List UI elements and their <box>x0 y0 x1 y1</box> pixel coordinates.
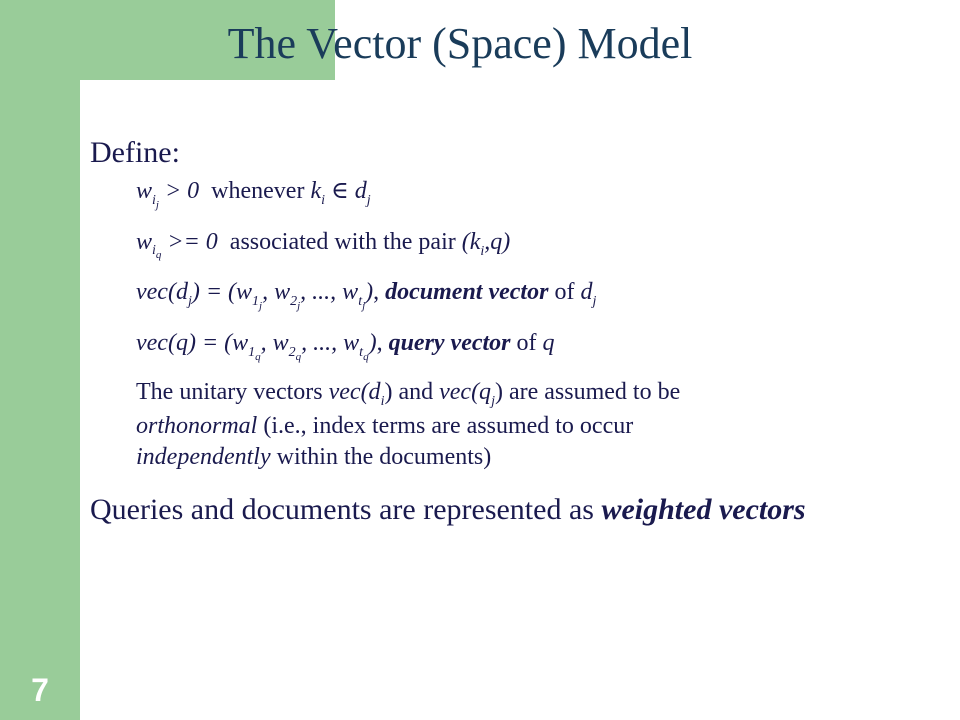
slide-number: 7 <box>31 672 49 708</box>
rounded-corner <box>80 80 130 130</box>
definition-weight-query: $w_{i_q} >= 0$ associated with the pair $(k_i,q)$ <box>136 228 511 262</box>
weighted-vectors-emphasis: weighted vectors <box>601 493 806 527</box>
conclusion-line: Queries and documents are represented as weighted vectors <box>90 493 806 527</box>
slide-body <box>90 136 950 527</box>
slide-title: The Vector (Space) Model <box>227 19 693 68</box>
definition-weight-positive: $w_{i_j} > 0$ whenever $k_i$ ∈ $d_j$ <box>136 178 371 211</box>
orthonormal-paragraph: The unitary vectors $vec(d_i)$ and $vec(q_j)$ are assumed to be orthonormal (i.e., index terms are assumed to occur independently within the documents) <box>136 378 681 470</box>
define-label: Define: <box>90 136 180 169</box>
definition-document-vector: $vec(d_j) = (w_{1_j}$, $w_{2_j}$, ..., $w_{t_j}$), document vector of $d_j$ <box>136 279 597 312</box>
definition-query-vector: $vec(q) = (w_{1_q}$, $w_{2_q}$, ..., $w_{t_q}$), query vector of q <box>136 330 555 363</box>
left-green-band <box>0 0 80 720</box>
definitions-list <box>136 178 950 363</box>
